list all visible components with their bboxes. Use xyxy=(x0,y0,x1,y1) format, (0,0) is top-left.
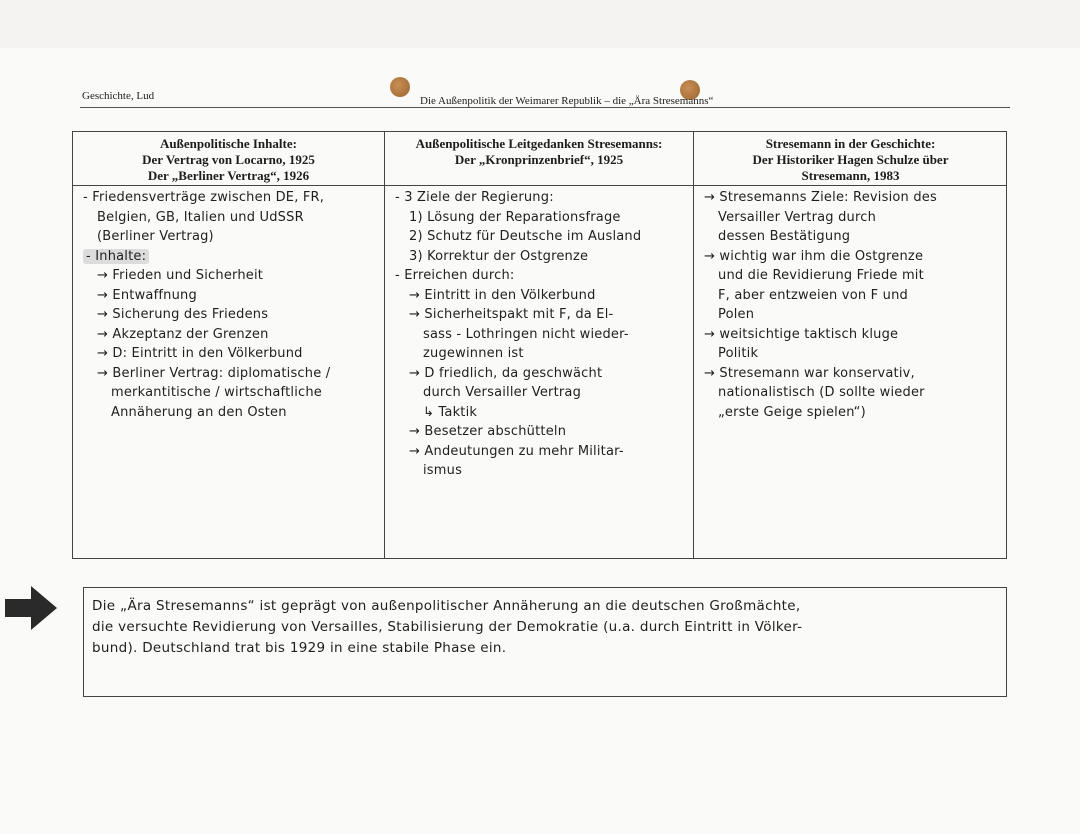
notes-list xyxy=(694,186,1007,422)
note-line: → weitsichtige taktisch kluge xyxy=(704,326,899,342)
note-line: zugewinnen ist xyxy=(423,346,524,361)
column-schulze xyxy=(694,132,1007,558)
note-line: → Andeutungen zu mehr Militar- xyxy=(409,443,624,459)
heading-line: Der „Kronprinzenbrief“, 1925 xyxy=(454,152,624,167)
note-line: → Akzeptanz der Grenzen xyxy=(97,326,269,342)
note-line: → Berliner Vertrag: diplomatische / xyxy=(97,365,331,381)
note-line: durch Versailler Vertrag xyxy=(423,385,582,400)
heading-line: Außenpolitische Leitgedanken Stresemanns: xyxy=(415,136,663,151)
column-heading xyxy=(385,132,693,186)
note-line: Annäherung an den Osten xyxy=(111,404,287,420)
heading-line: Stresemann in der Geschichte: xyxy=(765,136,936,151)
note-line: → Sicherung des Friedens xyxy=(97,307,269,322)
note-line: → Sicherheitspakt mit F, da El- xyxy=(409,307,614,322)
highlighted-label: - Inhalte: xyxy=(83,249,149,264)
note-line: → Stresemann war konservativ, xyxy=(704,365,915,381)
note-line: → wichtig war ihm die Ostgrenze xyxy=(704,248,924,264)
note-line: dessen Bestätigung xyxy=(718,229,851,244)
column-heading xyxy=(73,132,384,186)
note-line: merkantitische / wirtschaftliche xyxy=(111,385,322,400)
note-line: Polen xyxy=(718,307,755,322)
note-line: → Besetzer abschütteln xyxy=(409,424,567,439)
note-line xyxy=(83,247,378,267)
note-line: Belgien, GB, Italien und UdSSR xyxy=(97,209,304,225)
heading-line: Der Historiker Hagen Schulze über xyxy=(752,152,949,167)
note-line: Versailler Vertrag durch xyxy=(718,209,877,225)
document-title: Die Außenpolitik der Weimarer Republik – die „Ära Stresemanns“ xyxy=(420,95,714,107)
note-line: 1) Lösung der Reparationsfrage xyxy=(409,209,621,225)
heading-line: Der „Berliner Vertrag“, 1926 xyxy=(147,168,310,183)
note-line: → D friedlich, da geschwächt xyxy=(409,365,603,381)
note-line: 2) Schutz für Deutsche im Ausland xyxy=(409,229,642,244)
notes-list xyxy=(385,186,693,481)
note-line: → D: Eintritt in den Völkerbund xyxy=(97,346,303,361)
note-line: „erste Geige spielen“) xyxy=(718,404,866,420)
column-heading xyxy=(694,132,1007,186)
note-line: 3) Korrektur der Ostgrenze xyxy=(409,248,589,264)
summary-line: Die „Ära Stresemanns“ ist geprägt von außenpolitischer Annäherung an die deutschen Großmächte, xyxy=(92,598,801,614)
heading-line: Der Vertrag von Locarno, 1925 xyxy=(142,152,315,167)
punch-hole xyxy=(390,77,410,97)
summary-line: bund). Deutschland trat bis 1929 in eine stabile Phase ein. xyxy=(92,640,507,656)
heading-line: Stresemann, 1983 xyxy=(801,168,900,183)
summary-line: die versuchte Revidierung von Versailles, Stabilisierung der Demokratie (u.a. durch Eintritt in Völker- xyxy=(92,619,803,635)
note-line: - 3 Ziele der Regierung: xyxy=(395,190,554,205)
note-line: ↳ Taktik xyxy=(423,404,478,420)
arrow-right-icon xyxy=(5,586,57,630)
note-line: → Stresemanns Ziele: Revision des xyxy=(704,190,937,205)
note-line: → Eintritt in den Völkerbund xyxy=(409,287,596,303)
note-line: → Entwaffnung xyxy=(97,287,197,303)
subject-label: Geschichte, Lud xyxy=(82,90,155,102)
note-line: ismus xyxy=(423,463,463,478)
note-line: (Berliner Vertrag) xyxy=(97,229,214,244)
note-line: - Friedensverträge zwischen DE, FR, xyxy=(83,190,325,205)
column-kronprinzenbrief xyxy=(385,132,694,558)
note-line: nationalistisch (D sollte wieder xyxy=(718,385,925,400)
note-line: → Frieden und Sicherheit xyxy=(97,268,264,283)
note-line: Politik xyxy=(718,346,759,361)
note-line: - Erreichen durch: xyxy=(395,268,515,283)
notes-table xyxy=(72,131,1007,559)
column-locarno xyxy=(73,132,385,558)
summary-box xyxy=(83,587,1007,697)
note-line: und die Revidierung Friede mit xyxy=(718,268,924,283)
header-divider xyxy=(80,107,1010,108)
note-line: sass - Lothringen nicht wieder- xyxy=(423,326,629,342)
notes-list xyxy=(73,186,384,422)
heading-line: Außenpolitische Inhalte: xyxy=(160,136,297,151)
note-line: F, aber entzweien von F und xyxy=(718,287,908,303)
